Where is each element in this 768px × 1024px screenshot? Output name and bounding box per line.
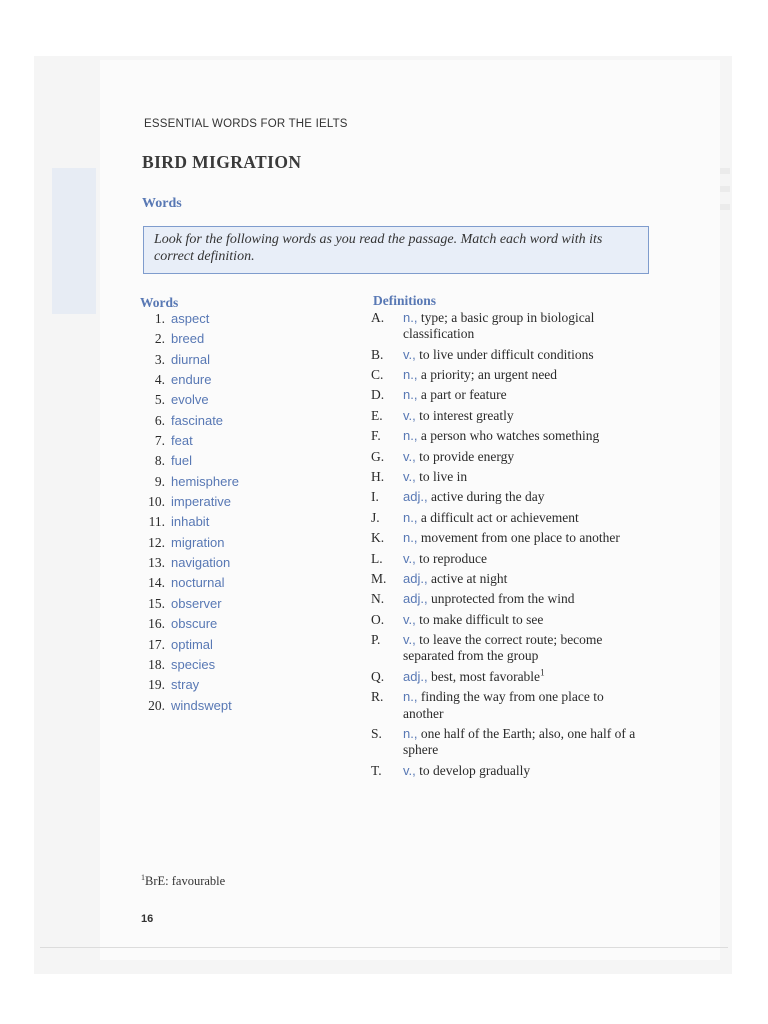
definition-item — [371, 428, 651, 444]
part-of-speech: n., — [403, 689, 418, 705]
definition-item — [371, 408, 651, 424]
definition-text: finding the way from one place to another — [403, 689, 604, 721]
definition-letter: H. — [371, 469, 385, 485]
definition-body — [403, 632, 639, 665]
definition-text: one half of the Earth; also, one half of a sphere — [403, 725, 636, 758]
vocabulary-word: species — [171, 656, 216, 672]
instruction-box: Look for the following words as you read the passage. Match each word with its correct definition. — [143, 226, 649, 274]
page-title: BIRD MIGRATION — [142, 152, 302, 172]
word-number: 11. — [148, 514, 165, 530]
definition-letter: E. — [371, 407, 383, 423]
word-number: 10. — [148, 494, 165, 510]
words-heading: Words — [140, 295, 179, 310]
word-item — [138, 535, 318, 555]
definition-letter: G. — [371, 448, 385, 464]
word-item — [138, 433, 318, 453]
word-number: 1. — [154, 311, 165, 326]
word-number: 9. — [154, 473, 165, 489]
definition-text: to make difficult to see — [419, 611, 544, 627]
definition-text: to develop gradually — [419, 762, 531, 778]
definition-letter: R. — [371, 689, 384, 705]
word-number: 16. — [148, 616, 165, 632]
definition-letter: F. — [371, 428, 381, 444]
definition-item — [371, 530, 651, 546]
definition-body — [403, 763, 639, 779]
vocabulary-word: fascinate — [171, 412, 224, 428]
part-of-speech: v., — [403, 611, 416, 627]
vocabulary-word: imperative — [171, 494, 231, 510]
part-of-speech: v., — [403, 762, 416, 778]
word-item — [138, 413, 318, 433]
definition-body — [403, 310, 639, 343]
page-number: 16 — [141, 913, 154, 925]
word-item — [138, 555, 318, 575]
definition-body — [403, 591, 639, 607]
definition-text: to reproduce — [419, 550, 487, 566]
definition-body — [403, 408, 639, 424]
definition-letter: O. — [371, 611, 385, 627]
word-item — [138, 331, 318, 351]
definition-letter: D. — [371, 387, 385, 403]
definition-body — [403, 689, 639, 722]
word-number: 20. — [148, 697, 165, 713]
word-item — [138, 514, 318, 534]
definition-item — [371, 763, 651, 779]
definition-text: active during the day — [430, 489, 545, 505]
word-item — [138, 453, 318, 473]
definition-letter: K. — [371, 530, 385, 546]
part-of-speech: n., — [403, 530, 418, 546]
vocabulary-word: breed — [171, 331, 205, 347]
word-item — [138, 494, 318, 514]
word-number: 13. — [148, 555, 165, 571]
definition-body — [403, 347, 639, 363]
vocabulary-word: aspect — [171, 311, 210, 326]
vocabulary-word: diurnal — [171, 351, 211, 367]
running-head: ESSENTIAL WORDS FOR THE IELTS — [144, 118, 348, 130]
definition-letter: T. — [371, 762, 382, 778]
word-number: 18. — [148, 656, 165, 672]
word-item — [138, 677, 318, 697]
vocabulary-word: fuel — [171, 453, 192, 469]
definition-body — [403, 551, 639, 567]
word-item — [138, 637, 318, 657]
definition-letter: I. — [371, 489, 379, 505]
part-of-speech: adj., — [403, 668, 428, 684]
definition-item — [371, 689, 651, 722]
part-of-speech: v., — [403, 407, 416, 423]
section-subhead: Words — [142, 196, 182, 211]
definition-item — [371, 612, 651, 628]
vocabulary-word: navigation — [171, 555, 231, 571]
word-number: 3. — [154, 351, 165, 367]
definition-item — [371, 367, 651, 383]
definition-text: a part or feature — [420, 387, 507, 403]
vocabulary-word: nocturnal — [171, 575, 225, 591]
definition-text: to live in — [419, 469, 468, 485]
footnote — [141, 873, 225, 889]
word-item — [138, 596, 318, 616]
definition-body — [403, 428, 639, 444]
part-of-speech: n., — [403, 310, 418, 325]
definition-letter: L. — [371, 550, 383, 566]
part-of-speech: adj., — [403, 591, 428, 607]
definition-text: movement from one place to another — [420, 530, 620, 546]
word-number: 19. — [148, 677, 165, 693]
word-item — [138, 352, 318, 372]
definition-item — [371, 726, 651, 759]
definition-body — [403, 367, 639, 383]
vocabulary-word: windswept — [171, 697, 232, 713]
definition-item — [371, 632, 651, 665]
definition-item — [371, 489, 651, 505]
definition-letter: N. — [371, 591, 385, 607]
definition-item — [371, 310, 651, 343]
word-item — [138, 698, 318, 718]
part-of-speech: adj., — [403, 570, 428, 586]
definition-letter: A. — [371, 310, 385, 325]
definition-text: unprotected from the wind — [430, 591, 575, 607]
definition-body — [403, 571, 639, 587]
part-of-speech: n., — [403, 509, 418, 525]
word-item — [138, 474, 318, 494]
word-item — [138, 657, 318, 677]
footnote-marker: 1 — [141, 873, 145, 882]
definition-letter: S. — [371, 725, 382, 741]
vocabulary-word: optimal — [171, 636, 213, 652]
vocabulary-word: endure — [171, 372, 212, 388]
word-item — [138, 616, 318, 636]
part-of-speech: adj., — [403, 489, 428, 505]
definition-item — [371, 387, 651, 403]
word-item — [138, 392, 318, 412]
definition-text: to leave the correct route; become separated from the group — [403, 632, 603, 664]
bleed-through-tab — [52, 168, 96, 314]
definition-text: to provide energy — [419, 448, 515, 464]
vocabulary-word: evolve — [171, 392, 209, 408]
definition-body — [403, 612, 639, 628]
definition-text: active at night — [430, 570, 508, 586]
definition-letter: P. — [371, 632, 381, 648]
vocabulary-word: obscure — [171, 616, 218, 632]
vocabulary-word: hemisphere — [171, 473, 239, 489]
definition-item — [371, 571, 651, 587]
definition-body — [403, 726, 639, 759]
word-number: 7. — [154, 433, 165, 449]
definition-item — [371, 469, 651, 485]
vocabulary-word: migration — [171, 534, 225, 550]
definition-letter: C. — [371, 367, 384, 383]
part-of-speech: n., — [403, 387, 418, 403]
definition-body — [403, 469, 639, 485]
footnote-reference: 1 — [540, 667, 545, 678]
definition-text: a difficult act or achievement — [420, 509, 579, 525]
vocabulary-word: feat — [171, 433, 193, 449]
definition-body — [403, 510, 639, 526]
definition-item — [371, 669, 651, 685]
word-number: 17. — [148, 636, 165, 652]
part-of-speech: v., — [403, 448, 416, 464]
word-number: 4. — [154, 372, 165, 388]
definition-letter: Q. — [371, 668, 385, 684]
word-item — [138, 575, 318, 595]
definition-text: type; a basic group in biological classification — [403, 310, 595, 342]
definition-item — [371, 449, 651, 465]
word-number: 5. — [154, 392, 165, 408]
definition-body — [403, 489, 639, 505]
definition-letter: M. — [371, 570, 387, 586]
definition-body — [403, 449, 639, 465]
part-of-speech: n., — [403, 428, 418, 444]
bottom-rule — [40, 947, 728, 948]
word-item — [138, 311, 318, 331]
part-of-speech: n., — [403, 725, 418, 741]
word-number: 14. — [148, 575, 165, 591]
word-number: 15. — [148, 595, 165, 611]
part-of-speech: n., — [403, 367, 418, 383]
definition-text: to live under difficult conditions — [419, 346, 594, 362]
definition-item — [371, 510, 651, 526]
part-of-speech: v., — [403, 469, 416, 485]
definition-item — [371, 551, 651, 567]
vocabulary-word: observer — [171, 595, 222, 611]
definition-text: a person who watches something — [420, 428, 600, 444]
vocabulary-word: inhabit — [171, 514, 210, 530]
definition-letter: J. — [371, 509, 380, 525]
part-of-speech: v., — [403, 632, 416, 648]
part-of-speech: v., — [403, 550, 416, 566]
word-number: 2. — [154, 331, 165, 347]
word-number: 8. — [154, 453, 165, 469]
footnote-text: BrE: favourable — [145, 874, 226, 889]
part-of-speech: v., — [403, 346, 416, 362]
word-item — [138, 372, 318, 392]
vocabulary-word: stray — [171, 677, 200, 693]
definitions-heading: Definitions — [373, 293, 437, 308]
word-number: 12. — [148, 534, 165, 550]
definition-text: to interest greatly — [419, 407, 514, 423]
definition-item — [371, 591, 651, 607]
words-list — [138, 311, 318, 718]
definition-text: a priority; an urgent need — [420, 367, 558, 383]
definition-body — [403, 387, 639, 403]
definition-letter: B. — [371, 346, 384, 362]
definition-body — [403, 530, 639, 546]
definitions-list — [371, 310, 651, 783]
definition-body — [403, 669, 639, 685]
definition-item — [371, 347, 651, 363]
word-number: 6. — [154, 412, 165, 428]
definition-text: best, most favorable — [430, 668, 541, 684]
